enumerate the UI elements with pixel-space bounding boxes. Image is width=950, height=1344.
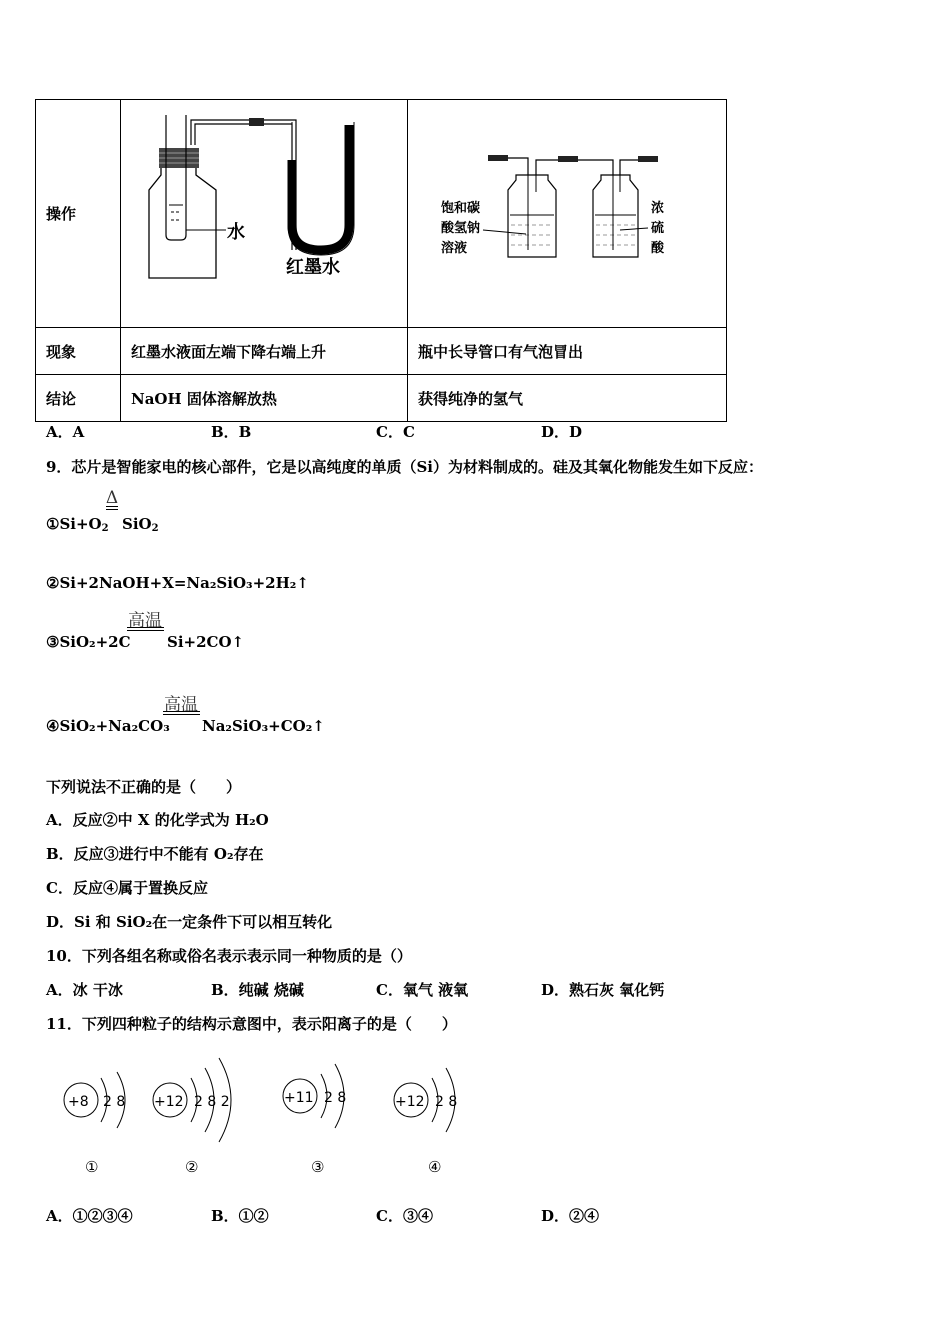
q11-option-c: C．③④ <box>376 1207 433 1225</box>
row-label-operation: 操作 <box>36 100 121 328</box>
reaction-1-condition: Δ <box>105 488 119 508</box>
q10-option-c: C．氧气 液氧 <box>376 981 469 999</box>
svg-text:2 8 2: 2 8 2 <box>194 1094 230 1110</box>
q9-option-b: B．反应③进行中不能有 O₂存在 <box>46 845 264 863</box>
particle-4 <box>394 1068 457 1176</box>
q9-stem: 9．芯片是智能家电的核心部件，它是以高纯度的单质（Si）为材料制成的。硅及其氧化物能发生如下反应： <box>46 458 763 476</box>
particle-2 <box>153 1058 231 1176</box>
q8-option-b: B．B <box>211 423 252 441</box>
q10-stem: 10．下列各组名称或俗名表示表示同一种物质的是（） <box>46 947 412 965</box>
reaction-4-condition: 高温 <box>164 695 198 715</box>
bicarbonate-label-3: 溶液 <box>441 241 468 256</box>
svg-text:+11: +11 <box>284 1090 314 1106</box>
apparatus-wash-bottles-figure <box>408 100 726 323</box>
reaction-3-condition: 高温 <box>128 611 162 631</box>
q10-option-b: B．纯碱 烧碱 <box>211 981 304 999</box>
particle-3 <box>283 1064 346 1176</box>
svg-text:+12: +12 <box>395 1094 425 1110</box>
reaction-4-right: Na₂SiO₃+CO₂↑ <box>202 717 325 735</box>
experiment-table <box>35 99 727 422</box>
reaction-1-left: $①Si+O_2$ <box>46 515 109 534</box>
reaction-3-right: Si+2CO↑ <box>167 633 245 651</box>
apparatus-flask-u-tube-figure <box>121 100 407 323</box>
q11-option-a: A．①②③④ <box>46 1207 133 1225</box>
row-label-conclusion: 结论 <box>36 375 121 422</box>
svg-text:④: ④ <box>428 1158 442 1176</box>
reaction-1-right: SiO$_2$ <box>122 515 159 534</box>
svg-text:2 8: 2 8 <box>435 1094 458 1110</box>
acid-label-2: 硫 <box>651 221 665 236</box>
q8-option-c: C．C <box>376 423 415 441</box>
svg-text:2 8: 2 8 <box>103 1094 126 1110</box>
q10-option-d: D．熟石灰 氧化钙 <box>541 981 665 999</box>
q11-option-d: D．②④ <box>541 1207 600 1225</box>
row-label-phenomenon: 现象 <box>36 328 121 375</box>
bicarbonate-label-2: 酸氢钠 <box>441 221 481 236</box>
q11-option-b: B．①② <box>211 1207 269 1225</box>
particle-1 <box>64 1072 125 1176</box>
q9-option-d: D．Si 和 SiO₂在一定条件下可以相互转化 <box>46 913 333 931</box>
svg-text:2 8: 2 8 <box>324 1090 347 1106</box>
reaction-4-left: ④SiO₂+Na₂CO₃ <box>46 717 170 735</box>
reaction-2: ②Si+2NaOH+X=Na₂SiO₃+2H₂↑ <box>46 574 309 592</box>
red-ink-label: 红墨水 <box>286 257 340 278</box>
q8-option-a: A．A <box>46 423 85 441</box>
q9-question: 下列说法不正确的是（ ） <box>46 778 242 796</box>
figure-right-cell <box>408 100 727 328</box>
phenomenon-left: 红墨水液面左端下降右端上升 <box>121 328 408 375</box>
water-label: 水 <box>227 222 245 243</box>
conclusion-left: NaOH 固体溶解放热 <box>121 375 408 422</box>
q9-option-c: C．反应④属于置换反应 <box>46 879 208 897</box>
figure-left-cell <box>121 100 408 328</box>
svg-text:①: ① <box>85 1158 99 1176</box>
q11-stem: 11．下列四种粒子的结构示意图中，表示阳离子的是（ ） <box>46 1015 457 1033</box>
svg-text:+12: +12 <box>154 1094 184 1110</box>
conclusion-right: 获得纯净的氢气 <box>408 375 727 422</box>
phenomenon-right: 瓶中长导管口有气泡冒出 <box>408 328 727 375</box>
reaction-3-left: ③SiO₂+2C <box>46 633 131 651</box>
svg-text:③: ③ <box>311 1158 325 1176</box>
bicarbonate-label-1: 饱和碳 <box>441 201 481 216</box>
q8-option-d: D．D <box>541 423 583 441</box>
svg-text:②: ② <box>185 1158 199 1176</box>
svg-text:+8: +8 <box>68 1094 89 1110</box>
acid-label-3: 酸 <box>651 241 665 256</box>
q10-option-a: A．冰 干冰 <box>46 981 123 999</box>
acid-label-1: 浓 <box>651 201 665 216</box>
particle-structure-diagrams <box>55 1040 475 1185</box>
q9-option-a: A．反应②中 X 的化学式为 H₂O <box>46 811 269 829</box>
